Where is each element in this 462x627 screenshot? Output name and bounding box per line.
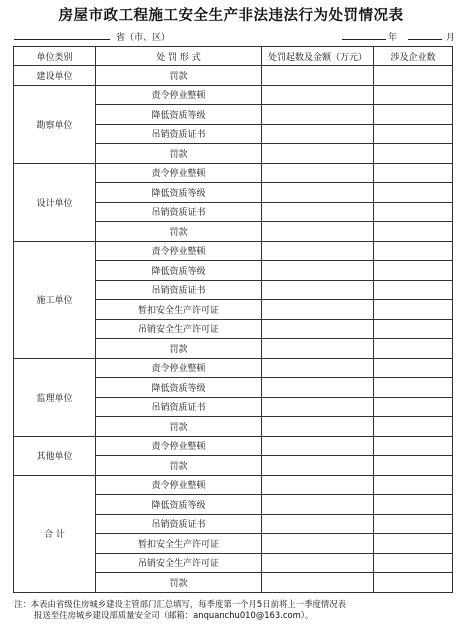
penalty-form-cell: 降低资质等级 (96, 495, 262, 515)
enterprise-count-cell[interactable] (374, 85, 453, 105)
count-amount-cell[interactable] (262, 124, 374, 144)
unit-category-cell: 勘察单位 (14, 85, 96, 163)
penalty-form-cell: 吊销资质证书 (96, 514, 262, 534)
count-amount-cell[interactable] (262, 66, 374, 86)
count-amount-cell[interactable] (262, 475, 374, 495)
penalty-form-cell: 吊销资质证书 (96, 202, 262, 222)
count-amount-cell[interactable] (262, 319, 374, 339)
header-count-amount: 处罚起数及金额（万元） (262, 47, 374, 66)
header-enterprise-count: 涉及企业数 (374, 47, 453, 66)
table-row (14, 475, 453, 495)
table-row (14, 66, 453, 86)
enterprise-count-cell[interactable] (374, 261, 453, 281)
count-amount-cell[interactable] (262, 241, 374, 261)
count-amount-cell[interactable] (262, 202, 374, 222)
penalty-form-cell: 责令停业整顿 (96, 358, 262, 378)
penalty-form-cell: 责令停业整顿 (96, 163, 262, 183)
enterprise-count-cell[interactable] (374, 339, 453, 359)
enterprise-count-cell[interactable] (374, 66, 453, 86)
penalty-form-cell: 责令停业整顿 (96, 436, 262, 456)
enterprise-count-cell[interactable] (374, 319, 453, 339)
penalty-form-cell: 责令停业整顿 (96, 85, 262, 105)
enterprise-count-cell[interactable] (374, 397, 453, 417)
enterprise-count-cell[interactable] (374, 105, 453, 125)
count-amount-cell[interactable] (262, 397, 374, 417)
unit-category-cell: 其他单位 (14, 436, 96, 475)
penalty-form-cell: 吊销安全生产许可证 (96, 553, 262, 573)
penalty-form-cell: 降低资质等级 (96, 105, 262, 125)
table-header-row (14, 47, 453, 66)
enterprise-count-cell[interactable] (374, 573, 453, 593)
footnote (14, 599, 346, 621)
month-blank (408, 39, 442, 40)
count-amount-cell[interactable] (262, 358, 374, 378)
enterprise-count-cell[interactable] (374, 144, 453, 164)
month-label: 月 (446, 33, 456, 43)
count-amount-cell[interactable] (262, 280, 374, 300)
penalty-form-cell: 降低资质等级 (96, 183, 262, 203)
penalty-form-cell: 罚款 (96, 222, 262, 242)
province-label: 省（市、区） (116, 33, 171, 43)
count-amount-cell[interactable] (262, 573, 374, 593)
form-subheader (0, 28, 462, 44)
penalty-form-cell: 吊销资质证书 (96, 124, 262, 144)
count-amount-cell[interactable] (262, 85, 374, 105)
count-amount-cell[interactable] (262, 378, 374, 398)
year-label: 年 (388, 33, 398, 43)
penalty-form-cell: 吊销资质证书 (96, 397, 262, 417)
count-amount-cell[interactable] (262, 183, 374, 203)
enterprise-count-cell[interactable] (374, 456, 453, 476)
enterprise-count-cell[interactable] (374, 280, 453, 300)
enterprise-count-cell[interactable] (374, 378, 453, 398)
unit-category-cell: 设计单位 (14, 163, 96, 241)
unit-category-cell: 合 计 (14, 475, 96, 592)
penalty-table (13, 46, 453, 593)
penalty-form-cell: 吊销安全生产许可证 (96, 319, 262, 339)
unit-category-cell: 监理单位 (14, 358, 96, 436)
enterprise-count-cell[interactable] (374, 417, 453, 437)
count-amount-cell[interactable] (262, 534, 374, 554)
province-blank (14, 39, 110, 40)
count-amount-cell[interactable] (262, 300, 374, 320)
penalty-form-cell: 罚款 (96, 66, 262, 86)
table-row (14, 358, 453, 378)
footnote-line-2: 报送至住房城乡建设部质量安全司（邮箱：anquanchu010@163.com）。 (34, 610, 314, 620)
count-amount-cell[interactable] (262, 456, 374, 476)
enterprise-count-cell[interactable] (374, 553, 453, 573)
table-row (14, 436, 453, 456)
header-unit-category: 单位类别 (14, 47, 96, 66)
form-title: 房屋市政工程施工安全生产非法违法行为处罚情况表 (58, 7, 404, 24)
count-amount-cell[interactable] (262, 222, 374, 242)
enterprise-count-cell[interactable] (374, 300, 453, 320)
penalty-form-cell: 罚款 (96, 417, 262, 437)
enterprise-count-cell[interactable] (374, 202, 453, 222)
count-amount-cell[interactable] (262, 514, 374, 534)
table-row (14, 163, 453, 183)
count-amount-cell[interactable] (262, 495, 374, 515)
enterprise-count-cell[interactable] (374, 124, 453, 144)
unit-category-cell: 施工单位 (14, 241, 96, 358)
penalty-form-cell: 吊销资质证书 (96, 280, 262, 300)
enterprise-count-cell[interactable] (374, 534, 453, 554)
count-amount-cell[interactable] (262, 144, 374, 164)
enterprise-count-cell[interactable] (374, 436, 453, 456)
penalty-form-cell: 降低资质等级 (96, 378, 262, 398)
penalty-form-cell: 责令停业整顿 (96, 475, 262, 495)
count-amount-cell[interactable] (262, 553, 374, 573)
penalty-form-cell: 降低资质等级 (96, 261, 262, 281)
penalty-form-cell: 暂扣安全生产许可证 (96, 534, 262, 554)
penalty-form-cell: 罚款 (96, 456, 262, 476)
count-amount-cell[interactable] (262, 105, 374, 125)
count-amount-cell[interactable] (262, 339, 374, 359)
enterprise-count-cell[interactable] (374, 183, 453, 203)
penalty-form-cell: 罚款 (96, 573, 262, 593)
penalty-form-cell: 罚款 (96, 339, 262, 359)
header-penalty-form: 处 罚 形 式 (96, 47, 262, 66)
table-row (14, 241, 453, 261)
enterprise-count-cell[interactable] (374, 514, 453, 534)
enterprise-count-cell[interactable] (374, 495, 453, 515)
penalty-form-cell: 罚款 (96, 144, 262, 164)
penalty-form-cell: 暂扣安全生产许可证 (96, 300, 262, 320)
count-amount-cell[interactable] (262, 163, 374, 183)
count-amount-cell[interactable] (262, 261, 374, 281)
footnote-line-1: 注：本表由省级住房城乡建设主管部门汇总填写，每季度第一个月5日前将上一季度情况表 (14, 599, 346, 609)
enterprise-count-cell[interactable] (374, 241, 453, 261)
penalty-form-cell: 责令停业整顿 (96, 241, 262, 261)
count-amount-cell[interactable] (262, 417, 374, 437)
year-blank (342, 39, 386, 40)
table-row (14, 85, 453, 105)
table-body (14, 66, 453, 593)
count-amount-cell[interactable] (262, 436, 374, 456)
enterprise-count-cell[interactable] (374, 475, 453, 495)
enterprise-count-cell[interactable] (374, 358, 453, 378)
unit-category-cell: 建设单位 (14, 66, 96, 86)
enterprise-count-cell[interactable] (374, 163, 453, 183)
enterprise-count-cell[interactable] (374, 222, 453, 242)
